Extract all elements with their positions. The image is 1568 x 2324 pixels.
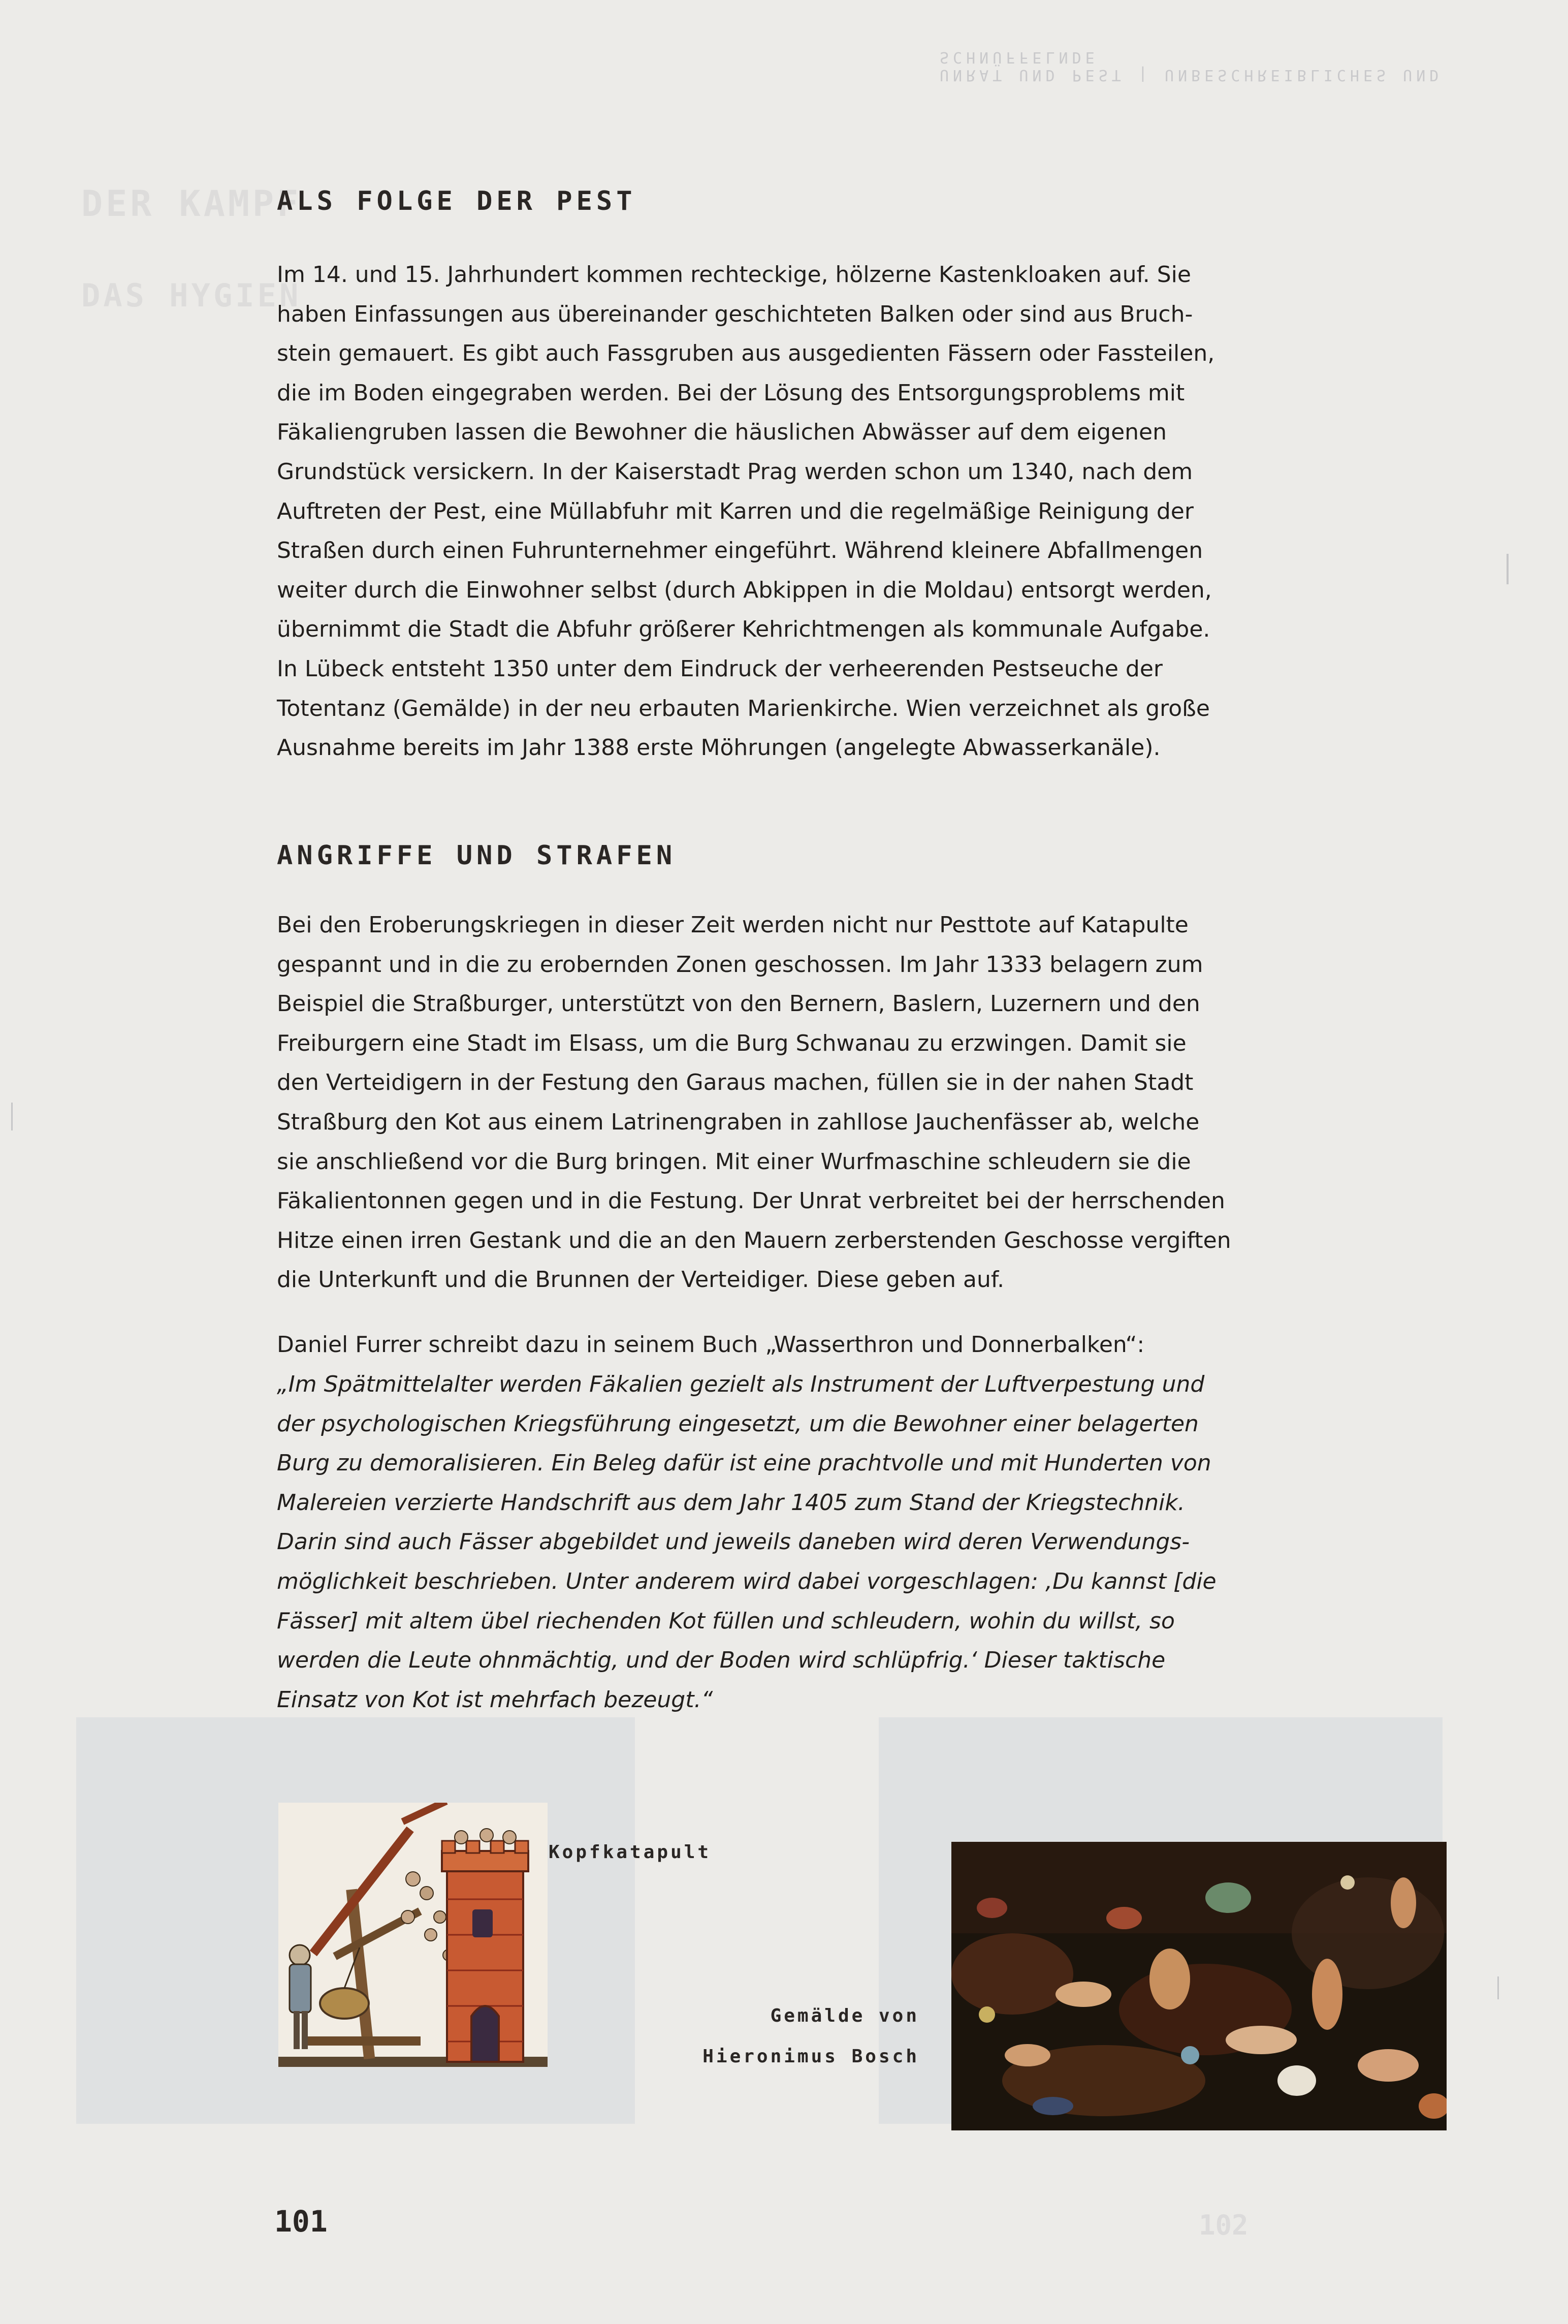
bosch-painting	[951, 1842, 1447, 2130]
caption-line: Hieronimus Bosch	[702, 2046, 919, 2067]
body-paragraph-intro-quote: Daniel Furrer schreibt dazu in seinem Buch „Wasserthron und Donnerbalken“:	[277, 1332, 1145, 1358]
running-head: UNRAT UND PEST | UNBESCHREIBLICHES UND SCHNÜFFELNDE	[940, 48, 1443, 84]
section-heading-pest: ALS FOLGE DER PEST	[277, 186, 636, 216]
edge-mark-right	[1507, 554, 1509, 584]
figure-caption-catapult: Kopfkatapult	[549, 1842, 712, 1863]
edge-mark-left	[11, 1103, 13, 1130]
bleed-through-heading-2: DAS HYGIEN	[81, 277, 302, 314]
figure-caption-bosch	[630, 1996, 919, 2077]
catapult-illustration	[278, 1803, 548, 2067]
block-quote: „Im Spätmittelalter werden Fäkalien gezielt als Instrument der Luftverpestung und der psychologischen Kriegsführung eingesetzt, um die Bewohner einer belagerten Burg zu demoralisieren. Ein Beleg dafür ist eine prachtvolle und mit Hunderten von Malereien verzierte Handschrift aus dem Jahr 1405 zum Stand der Kriegstechnik. Darin sind auch Fässer abgebildet und jeweils daneben wird deren Verwendungsmöglichkeit beschrieben. Unter anderem wird dabei vorgeschlagen: ‚Du kannst [die Fässer] mit altem übel riechenden Kot füllen und schleudern, wohin du willst, so werden die Leute ohnmächtig, und der Boden wird schlüpfrig.‘ Dieser taktische Einsatz von Kot ist mehrfach bezeugt.“	[277, 1371, 1217, 1713]
bleed-through-heading-1: DER KAMPF	[81, 183, 302, 225]
edge-mark-right-2	[1497, 1976, 1499, 1999]
section-heading-angriffe: ANGRIFFE UND STRAFEN	[277, 840, 677, 871]
body-paragraph: Bei den Eroberungskriegen in dieser Zeit werden nicht nur Pesttote auf Katapulte gespannt und in die zu erobernden Zonen geschossen. Im Jahr 1333 belagern zum Beispiel die Straßburger, unterstützt von den Bernern, Baslern, Luzernern und den Freiburgern eine Stadt im Elsass, um die Burg Schwanau zu erzwingen. Damit sie den Verteidigern in der Festung den Garaus machen, füllen sie in der nahen Stadt Straßburg den Kot aus einem Latrinengraben in zahllose Jauchenfässer ab, welche sie anschließend vor die Burg bringen. Mit einer Wurfmaschine schleudern sie die Fäkalientonnen gegen und in die Festung. Der Unrat verbreitet bei der herrschenden Hitze einen irren Gestank und die an den Mauern zerberstenden Geschosse vergiften die Unterkunft und die Brunnen der Verteidiger. Diese geben auf.	[277, 912, 1231, 1293]
page-number: 101	[274, 2204, 328, 2239]
bleed-through-page-number: 102	[1199, 2209, 1249, 2241]
body-paragraph: Im 14. und 15. Jahrhundert kommen rechteckige, hölzerne Kastenkloaken auf. Sie haben Einfassungen aus übereinander geschichteten Balken oder sind aus Bruchstein gemauert. Es gibt auch Fassgruben aus ausgedienten Fässern oder Fassteilen, die im Boden eingegraben werden. Bei der Lösung des Entsorgungsproblems mit Fäkaliengruben lassen die Bewohner die häuslichen Abwässer auf dem eigenen Grundstück versickern. In der Kaiserstadt Prag werden schon um 1340, nach dem Auftreten der Pest, eine Müllabfuhr mit Karren und die regelmäßige Reinigung der Straßen durch einen Fuhrunternehmer eingeführt. Während kleinere Abfallmengen weiter durch die Einwohner selbst (durch Abkippen in die Moldau) entsorgt werden, übernimmt die Stadt die Abfuhr größerer Kehrichtmengen als kommunale Aufgabe. In Lübeck entsteht 1350 unter dem Eindruck der verheerenden Pestseuche der Totentanz (Gemälde) in der neu erbauten Marienkirche. Wien verzeichnet als große Ausnahme bereits im Jahr 1388 erste Möhrungen (angelegte Abwasserkanäle).	[277, 262, 1215, 761]
caption-line: Gemälde von	[770, 2005, 919, 2026]
